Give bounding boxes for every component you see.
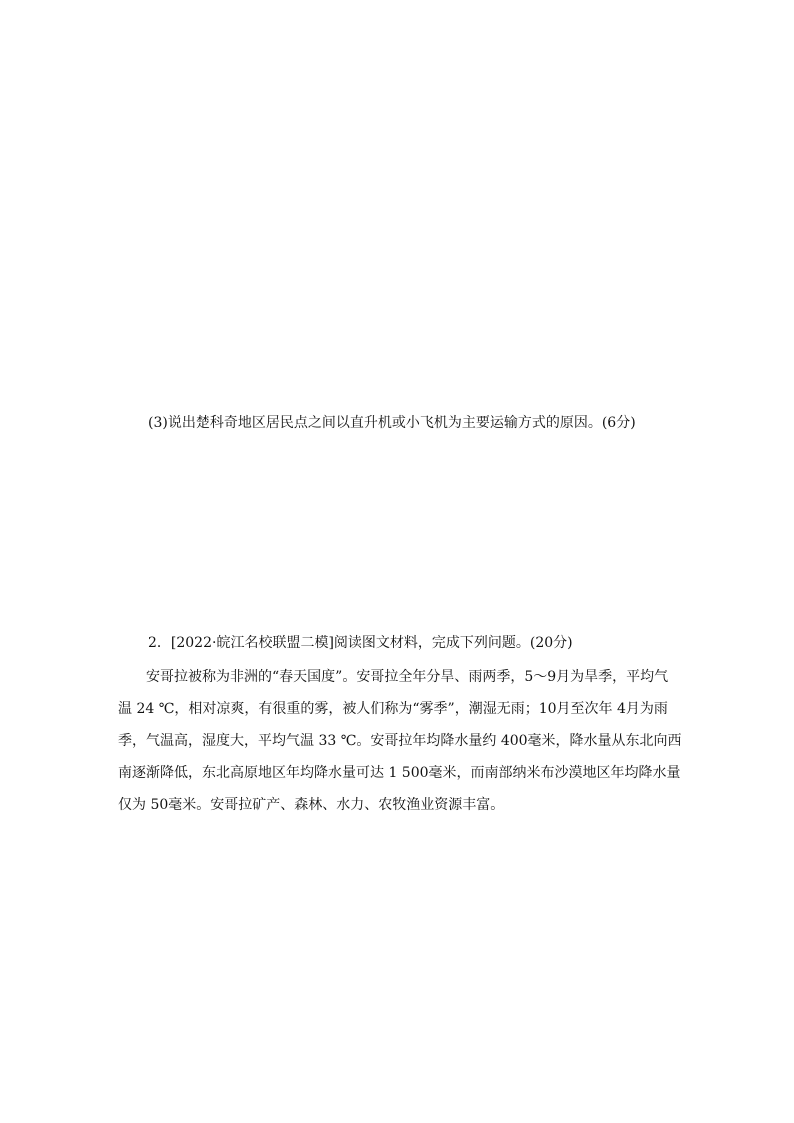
material-line-1: 安哥拉被称为非洲的“春天国度”。安哥拉全年分旱、雨两季，5～9月为旱季，平均气 <box>146 669 669 685</box>
question-2-material <box>118 661 682 821</box>
material-line-5: 仅为 50毫米。安哥拉矿产、森林、水力、农牧渔业资源丰富。 <box>118 797 505 813</box>
material-line-3: 季，气温高，湿度大，平均气温 33 ℃。安哥拉年均降水量约 400毫米，降水量从东北向西 <box>118 733 682 749</box>
question-2-heading: 2．[2022·皖江名校联盟二模]阅读图文材料，完成下列问题。(20分) <box>148 635 573 651</box>
question-3-prompt: (3)说出楚科奇地区居民点之间以直升机或小飞机为主要运输方式的原因。(6分) <box>148 415 636 431</box>
material-line-4: 南逐渐降低，东北高原地区年均降水量可达 1 500毫米，而南部纳米布沙漠地区年均降水量 <box>118 765 681 781</box>
material-line-2: 温 24 ℃，相对凉爽，有很重的雾，被人们称为“雾季”，潮湿无雨；10月至次年 4月为雨 <box>118 701 668 717</box>
